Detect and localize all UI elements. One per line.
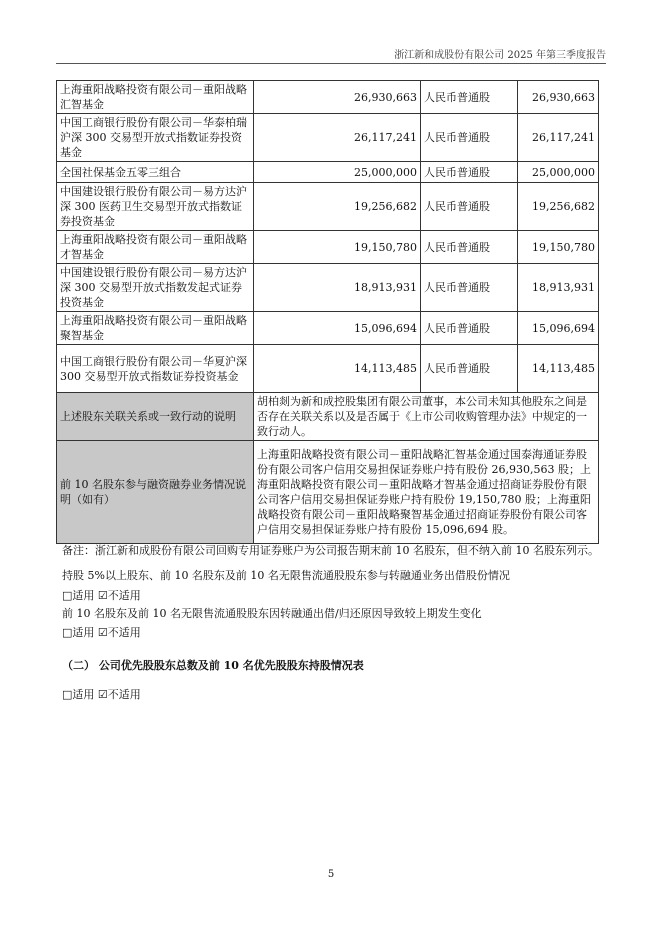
holder-name: 中国工商银行股份有限公司－华夏沪深 300 交易型开放式指数证券投资基金 bbox=[57, 345, 254, 393]
lending-applicability: □适用 ☑不适用 bbox=[62, 589, 141, 602]
table-row bbox=[57, 345, 599, 393]
share-amount: 14,113,485 bbox=[518, 345, 599, 393]
preferred-section-title: （二） 公司优先股股东总数及前 10 名优先股股东持股情况表 bbox=[62, 659, 364, 672]
holder-name: 中国建设银行股份有限公司－易方达沪深 300 交易型开放式指数发起式证券投资基金 bbox=[57, 264, 254, 312]
table-row bbox=[57, 81, 599, 114]
share-amount: 19,256,682 bbox=[518, 183, 599, 231]
table-row bbox=[57, 312, 599, 345]
holder-shares: 18,913,931 bbox=[254, 264, 421, 312]
table-row bbox=[57, 231, 599, 264]
holder-shares: 19,256,682 bbox=[254, 183, 421, 231]
margin-label: 前 10 名股东参与融资融券业务情况说明（如有） bbox=[57, 441, 254, 544]
share-amount: 26,117,241 bbox=[518, 114, 599, 162]
change-applicability: □适用 ☑不适用 bbox=[62, 626, 141, 639]
report-header: 浙江新和成股份有限公司 2025 年第三季度报告 bbox=[394, 50, 606, 61]
share-amount: 15,096,694 bbox=[518, 312, 599, 345]
holder-name: 上海重阳战略投资有限公司－重阳战略聚智基金 bbox=[57, 312, 254, 345]
share-amount: 25,000,000 bbox=[518, 162, 599, 183]
share-amount: 19,150,780 bbox=[518, 231, 599, 264]
holder-name: 上海重阳战略投资有限公司－重阳战略汇智基金 bbox=[57, 81, 254, 114]
share-type: 人民币普通股 bbox=[421, 114, 518, 162]
share-type: 人民币普通股 bbox=[421, 231, 518, 264]
holder-shares: 26,930,663 bbox=[254, 81, 421, 114]
share-type: 人民币普通股 bbox=[421, 162, 518, 183]
share-type: 人民币普通股 bbox=[421, 81, 518, 114]
margin-row bbox=[57, 441, 599, 544]
share-type: 人民币普通股 bbox=[421, 312, 518, 345]
holder-shares: 19,150,780 bbox=[254, 231, 421, 264]
table-row bbox=[57, 114, 599, 162]
holder-name: 上海重阳战略投资有限公司－重阳战略才智基金 bbox=[57, 231, 254, 264]
change-note: 前 10 名股东及前 10 名无限售流通股股东因转融通出借/归还原因导致较上期发生变化 bbox=[62, 607, 482, 620]
share-amount: 26,930,663 bbox=[518, 81, 599, 114]
relation-text: 胡柏剡为新和成控股集团有限公司董事，本公司未知其他股东之间是否存在关联关系以及是否属于《上市公司收购管理办法》中规定的一致行动人。 bbox=[254, 393, 599, 441]
table-row bbox=[57, 183, 599, 231]
lending-note: 持股 5%以上股东、前 10 名股东及前 10 名无限售流通股股东参与转融通业务出借股份情况 bbox=[62, 569, 510, 582]
header-divider bbox=[56, 63, 606, 64]
page-number: 5 bbox=[327, 869, 335, 880]
margin-text: 上海重阳战略投资有限公司－重阳战略汇智基金通过国泰海通证券股份有限公司客户信用交易担保证券账户持有股份 26,930,563 股；上海重阳战略投资有限公司－重阳战略才智基金通过招商证券股份有限公司客户信用交易担保证券账户持有股份 19,150,780 股；上海重阳战略投资有限公司－重阳战略聚智基金通过招商证券股份有限公司客户信用交易担保证券账户持有股份 15,096,694 股。 bbox=[254, 441, 599, 544]
table-row bbox=[57, 264, 599, 312]
shareholders-table bbox=[56, 80, 599, 544]
share-type: 人民币普通股 bbox=[421, 345, 518, 393]
holder-name: 中国建设银行股份有限公司－易方达沪深 300 医药卫生交易型开放式指数证券投资基金 bbox=[57, 183, 254, 231]
share-type: 人民币普通股 bbox=[421, 264, 518, 312]
holder-shares: 14,113,485 bbox=[254, 345, 421, 393]
table-row bbox=[57, 162, 599, 183]
holder-name: 全国社保基金五零三组合 bbox=[57, 162, 254, 183]
holder-name: 中国工商银行股份有限公司－华泰柏瑞沪深 300 交易型开放式指数证券投资基金 bbox=[57, 114, 254, 162]
preferred-applicability: □适用 ☑不适用 bbox=[62, 688, 141, 701]
relation-row bbox=[57, 393, 599, 441]
holder-shares: 25,000,000 bbox=[254, 162, 421, 183]
remark-note: 备注：浙江新和成股份有限公司回购专用证券账户为公司报告期末前 10 名股东，但不纳入前 10 名股东列示。 bbox=[62, 544, 599, 557]
holder-shares: 26,117,241 bbox=[254, 114, 421, 162]
relation-label: 上述股东关联关系或一致行动的说明 bbox=[57, 393, 254, 441]
share-amount: 18,913,931 bbox=[518, 264, 599, 312]
holder-shares: 15,096,694 bbox=[254, 312, 421, 345]
share-type: 人民币普通股 bbox=[421, 183, 518, 231]
